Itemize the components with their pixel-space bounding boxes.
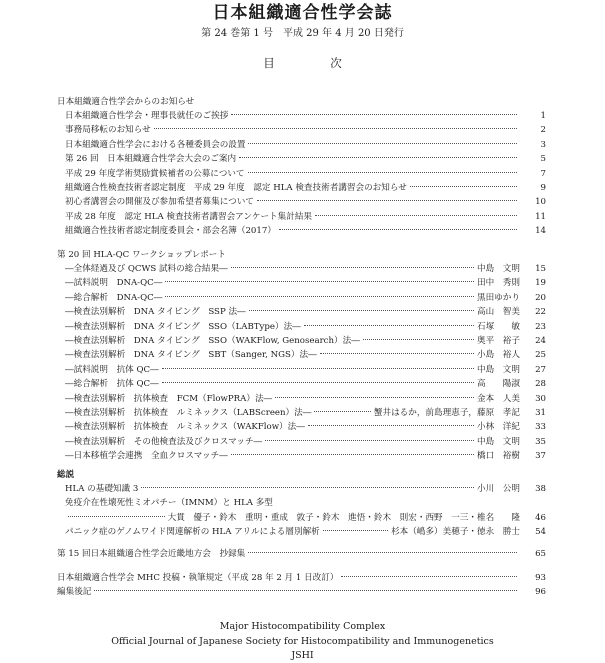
entry-author: 大貫 優子・鈴木 重明・重成 敦子・鈴木 進悟・鈴木 則宏・西野 一三・椎名 隆: [167, 512, 520, 523]
entry-page: 23: [535, 321, 546, 332]
dot-leader: [162, 368, 474, 369]
toc-heading: 目 次: [263, 56, 364, 70]
toc-entry[interactable]: [57, 334, 546, 348]
toc-entry[interactable]: [57, 210, 546, 224]
dot-leader: [249, 310, 474, 311]
dot-leader: [248, 552, 517, 553]
entry-page: 5: [540, 154, 546, 165]
dot-leader: [265, 440, 474, 441]
entry-title: ―検査法別解析 抗体検査 ルミネックス（WAKFlow）法―: [65, 422, 305, 433]
dot-leader: [279, 229, 517, 230]
footer: [0, 620, 605, 663]
entry-title: 日本組織適合性学会における各種委員会の設置: [65, 139, 246, 150]
entry-title: 編集後記: [57, 587, 92, 598]
footer-society-name: Official Journal of Japanese Society for Histocompatibility and Immunogenetics: [111, 635, 494, 647]
dot-leader: [308, 425, 474, 426]
entry-page: 1: [540, 111, 546, 121]
section-kinki-abstracts: [57, 547, 546, 561]
entry-page: 27: [535, 364, 546, 375]
entry-author: 田中 秀則: [477, 278, 520, 289]
dot-leader: [68, 516, 165, 517]
entry-title: 平成 29 年度学術奨励賞候補者の公募について: [65, 168, 245, 179]
toc-entry[interactable]: [57, 276, 546, 290]
entry-title: ―検査法別解析 DNA タイピング SSP 法―: [65, 307, 246, 318]
toc-entry[interactable]: [57, 363, 546, 377]
dot-leader: [304, 325, 474, 326]
section-heading: 日本組織適合性学会からのお知らせ: [57, 97, 195, 107]
entry-page: 10: [535, 197, 546, 208]
entry-page: 11: [535, 211, 546, 222]
entry-title: ―検査法別解析 DNA タイピング SSO（LABType）法―: [65, 321, 301, 332]
dot-leader: [154, 128, 517, 129]
entry-author: 奥平 裕子: [477, 335, 520, 346]
entry-title: ―検査法別解析 DNA タイピング SSO（WAKFlow, Genosearch）法―: [65, 335, 360, 346]
entry-title: 平成 28 年度 認定 HLA 検査技術者講習会アンケート集計結果: [65, 211, 313, 222]
entry-page: 2: [540, 125, 546, 136]
entry-author: 高 陽淑: [477, 379, 520, 390]
toc-entry[interactable]: [57, 571, 546, 585]
journal-title: 日本組織適合性学会誌: [212, 3, 393, 23]
dot-leader: [341, 576, 517, 577]
entry-page: 38: [535, 484, 546, 494]
entry-title: ―全体経過及び QCWS 試料の総合結果―: [65, 264, 228, 274]
footer-abbrev: JSHI: [291, 650, 314, 661]
dot-leader: [323, 530, 388, 531]
entry-page: 15: [535, 264, 546, 274]
toc-entry[interactable]: [57, 420, 546, 434]
section-society-notices: [57, 95, 546, 239]
toc-entry[interactable]: [57, 547, 546, 561]
entry-page: 31: [535, 407, 546, 418]
dot-leader: [231, 267, 474, 268]
entry-title: 日本組織適合性学会・理事長就任のご挨拶: [65, 111, 229, 121]
entry-title: パニック症のゲノムワイド関連解析の HLA アリルによる層別解析: [65, 527, 320, 538]
dot-leader: [363, 339, 474, 340]
entry-author: 杉本（嶋多）美穂子・徳永 勝士: [391, 527, 520, 538]
entry-author: 中島 文明: [477, 264, 520, 274]
toc-entry[interactable]: [57, 525, 546, 539]
entry-title: HLA の基礎知識 3: [65, 484, 139, 494]
dot-leader: [275, 397, 474, 398]
toc-entry[interactable]: [57, 109, 546, 123]
entry-title: ―試料説明 DNA-QC―: [65, 278, 163, 289]
entry-title: 第 15 回日本組織適合性学会近畿地方会 抄録集: [57, 549, 246, 559]
entry-page: 93: [535, 573, 546, 583]
dot-leader: [165, 281, 474, 282]
toc-entry[interactable]: [57, 152, 546, 166]
entry-author: 蟹井はるか，前島理恵子，藤原 孝記: [373, 407, 520, 418]
entry-title: ―検査法別解析 抗体検査 FCM（FlowPRA）法―: [65, 393, 273, 404]
entry-page: 7: [540, 168, 546, 179]
toc-entry[interactable]: [57, 511, 546, 525]
entry-title: ―検査法別解析 その他検査法及びクロスマッチ―: [65, 436, 263, 447]
dot-leader: [410, 186, 517, 187]
entry-title: 免疫介在性壊死性ミオパチー（IMNM）と HLA 多型: [65, 498, 273, 509]
entry-page: 65: [535, 549, 546, 559]
toc-entry[interactable]: [57, 348, 546, 362]
entry-title: ―日本移植学会連携 全血クロスマッチ―: [65, 451, 228, 462]
toc-entry[interactable]: [57, 262, 546, 276]
entry-page: 3: [540, 139, 546, 150]
entry-title: 事務局移転のお知らせ: [65, 125, 151, 136]
toc-entry[interactable]: [57, 377, 546, 391]
section-review: [57, 468, 546, 540]
dot-leader: [315, 215, 517, 216]
toc-entry[interactable]: [57, 291, 546, 305]
entry-author: 高山 智美: [477, 307, 520, 318]
toc-entry[interactable]: [57, 585, 546, 599]
entry-page: 46: [535, 512, 546, 523]
dot-leader: [231, 454, 474, 455]
dot-leader: [94, 590, 517, 591]
toc-entry[interactable]: [57, 181, 546, 195]
dot-leader: [239, 157, 517, 158]
toc-entry[interactable]: [57, 320, 546, 334]
dot-leader: [314, 411, 371, 412]
toc-entry[interactable]: [57, 392, 546, 406]
dot-leader: [165, 296, 474, 297]
entry-page: 22: [535, 307, 546, 318]
entry-page: 25: [535, 350, 546, 361]
entry-page: 14: [535, 226, 546, 237]
entry-page: 96: [535, 587, 546, 598]
section-hla-qc-report: [57, 248, 546, 463]
entry-title: ―検査法別解析 DNA タイピング SBT（Sanger, NGS）法―: [65, 350, 317, 361]
toc-entry[interactable]: [57, 138, 546, 152]
entry-page: 24: [535, 335, 546, 346]
entry-page: 30: [535, 393, 546, 404]
toc-entry[interactable]: [57, 167, 546, 181]
toc-entry[interactable]: [57, 482, 546, 496]
entry-author: 中島 文明: [477, 364, 520, 375]
entry-author: 黒田ゆかり: [477, 292, 520, 303]
entry-author: 小林 洋紀: [477, 422, 520, 433]
toc-entry[interactable]: [57, 123, 546, 137]
entry-title: 日本組織適合性学会 MHC 投稿・執筆規定（平成 28 年 2 月 1 日改訂）: [57, 573, 339, 583]
section-heading: 総説: [57, 470, 75, 480]
entry-title: ―試料説明 抗体 QC―: [65, 364, 159, 375]
toc-entry[interactable]: [57, 406, 546, 420]
entry-author: 橋口 裕樹: [477, 451, 520, 462]
toc-entry[interactable]: [57, 195, 546, 209]
entry-page: 19: [535, 278, 546, 289]
entry-author: 金本 人美: [477, 393, 520, 404]
footer-journal-name: Major Histocompatibility Complex: [219, 621, 386, 632]
entry-title: 第 26 回 日本組織適合性学会大会のご案内: [65, 154, 237, 165]
entry-author: 石塚 敏: [477, 321, 520, 332]
entry-page: 28: [535, 379, 546, 390]
entry-title: 初心者講習会の開催及び参加希望者募集について: [65, 197, 254, 208]
issue-info: 第 24 巻第 1 号 平成 29 年 4 月 20 日発行: [201, 28, 404, 39]
section-heading: 第 20 回 HLA-QC ワークショップレポート: [57, 250, 226, 260]
entry-author: 小川 公明: [477, 484, 520, 494]
entry-title: 組織適合性検査技術者認定制度 平成 29 年度 認定 HLA 検査技術者講習会のお知らせ: [65, 182, 407, 193]
entry-title: 組織適合性技術者認定制度委員会・部会名簿（2017）: [65, 226, 276, 237]
entry-title: ―総合解析 抗体 QC―: [65, 379, 159, 390]
toc-entry[interactable]: [57, 435, 546, 449]
entry-page: 9: [540, 182, 546, 193]
dot-leader: [248, 172, 517, 173]
dot-leader: [141, 487, 474, 488]
entry-page: 37: [535, 451, 546, 462]
dot-leader: [248, 143, 517, 144]
entry-page: 35: [535, 436, 546, 447]
entry-author: 小島 裕人: [477, 350, 520, 361]
dot-leader: [320, 353, 474, 354]
dot-leader: [257, 200, 517, 201]
entry-title: ―総合解析 DNA-QC―: [65, 292, 163, 303]
toc-entry[interactable]: [57, 496, 546, 510]
toc-entry[interactable]: [57, 305, 546, 319]
entry-page: 54: [535, 527, 546, 538]
entry-page: 33: [535, 422, 546, 433]
toc-entry[interactable]: [57, 449, 546, 463]
toc-entry[interactable]: [57, 224, 546, 238]
entry-author: 中島 文明: [477, 436, 520, 447]
section-rules-postscript: [57, 571, 546, 600]
dot-leader: [162, 382, 474, 383]
entry-title: ―検査法別解析 抗体検査 ルミネックス（LABScreen）法―: [65, 407, 312, 418]
dot-leader: [231, 114, 517, 115]
entry-page: 20: [535, 292, 546, 303]
